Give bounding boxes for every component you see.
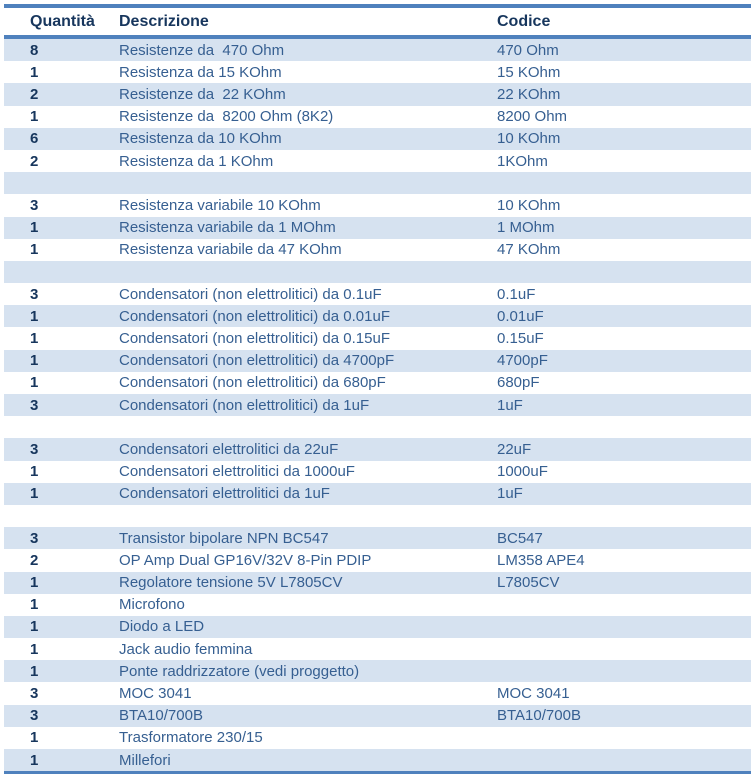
table-body [4, 39, 751, 771]
description-cell: Condensatori elettrolitici da 1000uF [119, 463, 355, 481]
quantity-cell: 1 [30, 729, 39, 747]
description-cell: Transistor bipolare NPN BC547 [119, 529, 329, 547]
code-cell: LM358 APE4 [497, 551, 585, 569]
quantity-cell: 1 [30, 63, 39, 81]
code-cell: 8200 Ohm [497, 108, 568, 126]
table-row [4, 372, 751, 394]
table-row [4, 705, 751, 727]
description-cell: Resistenze da 470 Ohm [119, 41, 285, 59]
table-row [4, 172, 751, 194]
table-row [4, 594, 751, 616]
description-cell: Diodo a LED [119, 618, 205, 636]
quantity-cell: 1 [30, 640, 39, 658]
table-row [4, 194, 751, 216]
description-cell: Microfono [119, 596, 185, 614]
description-cell: Resistenza variabile da 1 MOhm [119, 219, 336, 237]
table-row [4, 150, 751, 172]
table-row [4, 505, 751, 527]
table-row [4, 305, 751, 327]
quantity-cell: 2 [30, 85, 39, 103]
code-cell: MOC 3041 [497, 685, 570, 703]
table-row [4, 549, 751, 571]
code-cell: L7805CV [497, 574, 560, 592]
code-cell: 10 KOhm [497, 196, 561, 214]
code-cell: 0.1uF [497, 285, 536, 303]
quantity-cell: 1 [30, 374, 39, 392]
quantity-cell: 1 [30, 662, 39, 680]
description-cell: Resistenze da 8200 Ohm (8K2) [119, 108, 334, 126]
code-cell: 0.15uF [497, 330, 544, 348]
table-row [4, 239, 751, 261]
code-cell: 47 KOhm [497, 241, 561, 259]
table-bottom-border [4, 771, 751, 774]
code-cell: 22 KOhm [497, 85, 561, 103]
table-row [4, 461, 751, 483]
code-cell: 22uF [497, 440, 532, 458]
description-cell: Condensatori (non elettrolitici) da 1uF [119, 396, 370, 414]
code-cell: 1000uF [497, 463, 548, 481]
quantity-cell: 1 [30, 751, 39, 769]
quantity-cell: 1 [30, 574, 39, 592]
code-cell: 4700pF [497, 352, 548, 370]
description-cell: Regolatore tensione 5V L7805CV [119, 574, 343, 592]
table-row [4, 638, 751, 660]
code-cell: BC547 [497, 529, 543, 547]
description-cell: OP Amp Dual GP16V/32V 8-Pin PDIP [119, 551, 372, 569]
code-cell: 10 KOhm [497, 130, 561, 148]
description-cell: Resistenza da 1 KOhm [119, 152, 274, 170]
table-row [4, 660, 751, 682]
code-cell: 1uF [497, 396, 523, 414]
table-row [4, 261, 751, 283]
description-cell: Condensatori (non elettrolitici) da 0.1uF [119, 285, 382, 303]
header-description: Descrizione [119, 12, 209, 30]
description-cell: Resistenza variabile da 47 KOhm [119, 241, 342, 259]
description-cell: Condensatori (non elettrolitici) da 4700pF [119, 352, 395, 370]
quantity-cell: 3 [30, 396, 39, 414]
quantity-cell: 1 [30, 596, 39, 614]
table-row [4, 616, 751, 638]
description-cell: Trasformatore 230/15 [119, 729, 263, 747]
description-cell: Jack audio femmina [119, 640, 253, 658]
code-cell: BTA10/700B [497, 707, 581, 725]
quantity-cell: 1 [30, 618, 39, 636]
table-row [4, 83, 751, 105]
description-cell: Resistenza da 10 KOhm [119, 130, 282, 148]
quantity-cell: 2 [30, 152, 39, 170]
code-cell: 0.01uF [497, 307, 544, 325]
description-cell: Condensatori (non elettrolitici) da 0.01uF [119, 307, 390, 325]
description-cell: BTA10/700B [119, 707, 203, 725]
quantity-cell: 3 [30, 196, 39, 214]
quantity-cell: 2 [30, 551, 39, 569]
table-header-row [4, 8, 751, 35]
quantity-cell: 1 [30, 485, 39, 503]
quantity-cell: 1 [30, 219, 39, 237]
code-cell: 1uF [497, 485, 523, 503]
table-row [4, 128, 751, 150]
table-row [4, 39, 751, 61]
table-row [4, 527, 751, 549]
table-row [4, 483, 751, 505]
quantity-cell: 6 [30, 130, 39, 148]
code-cell: 15 KOhm [497, 63, 561, 81]
code-cell: 1 MOhm [497, 219, 555, 237]
quantity-cell: 3 [30, 285, 39, 303]
table-row [4, 61, 751, 83]
table-row [4, 327, 751, 349]
quantity-cell: 1 [30, 352, 39, 370]
quantity-cell: 1 [30, 463, 39, 481]
table-row [4, 727, 751, 749]
description-cell: Condensatori (non elettrolitici) da 0.15uF [119, 330, 390, 348]
table-row [4, 217, 751, 239]
description-cell: Condensatori elettrolitici da 1uF [119, 485, 330, 503]
quantity-cell: 8 [30, 41, 39, 59]
table-row [4, 749, 751, 771]
quantity-cell: 3 [30, 685, 39, 703]
table-row [4, 106, 751, 128]
table-row [4, 350, 751, 372]
quantity-cell: 1 [30, 307, 39, 325]
quantity-cell: 1 [30, 241, 39, 259]
table-row [4, 394, 751, 416]
table-row [4, 416, 751, 438]
description-cell: MOC 3041 [119, 685, 192, 703]
description-cell: Millefori [119, 751, 171, 769]
header-code: Codice [497, 12, 551, 30]
code-cell: 1KOhm [497, 152, 548, 170]
code-cell: 680pF [497, 374, 540, 392]
description-cell: Condensatori (non elettrolitici) da 680pF [119, 374, 386, 392]
table-row [4, 438, 751, 460]
header-quantity: Quantità [30, 12, 95, 30]
quantity-cell: 1 [30, 330, 39, 348]
description-cell: Resistenze da 22 KOhm [119, 85, 286, 103]
table-row [4, 283, 751, 305]
quantity-cell: 3 [30, 529, 39, 547]
description-cell: Ponte raddrizzatore (vedi proggetto) [119, 662, 360, 680]
quantity-cell: 1 [30, 108, 39, 126]
code-cell: 470 Ohm [497, 41, 559, 59]
description-cell: Resistenza variabile 10 KOhm [119, 196, 321, 214]
components-table [4, 4, 751, 774]
quantity-cell: 3 [30, 440, 39, 458]
table-row [4, 682, 751, 704]
quantity-cell: 3 [30, 707, 39, 725]
description-cell: Condensatori elettrolitici da 22uF [119, 440, 339, 458]
table-row [4, 572, 751, 594]
description-cell: Resistenza da 15 KOhm [119, 63, 282, 81]
